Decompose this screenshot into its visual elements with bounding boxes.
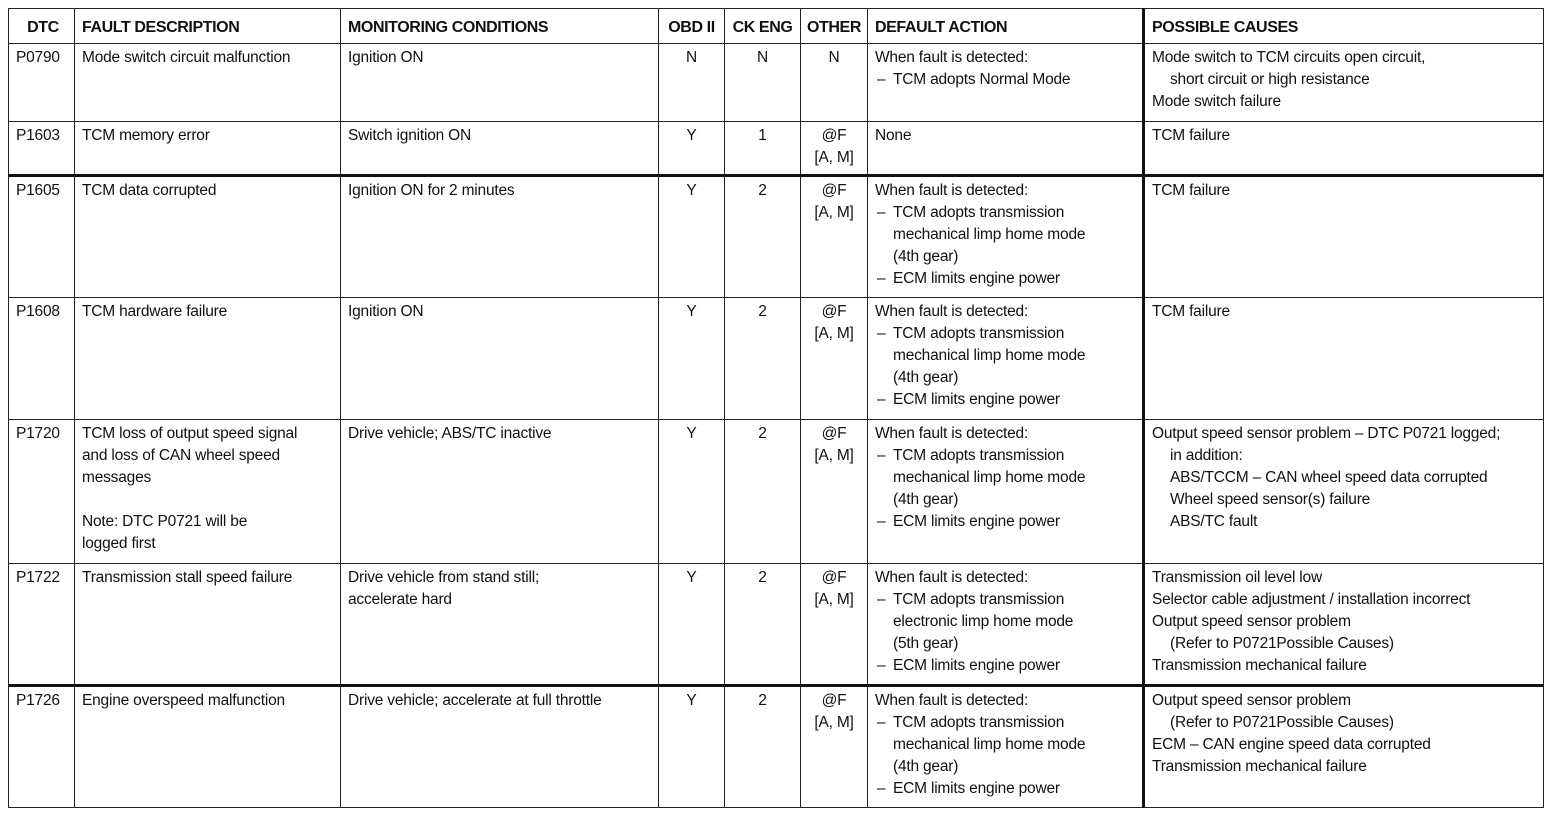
- cell-fault-description: [75, 122, 341, 176]
- cause-line: TCM failure: [1152, 182, 1230, 199]
- action-item-continuation: (5th gear): [893, 635, 959, 652]
- fault-text-line: Engine overspeed malfunction: [82, 692, 285, 709]
- cell-fault-description: [75, 420, 341, 564]
- cause-line: TCM failure: [1152, 127, 1230, 144]
- action-item-text: TCM adopts transmission: [893, 204, 1065, 221]
- obd-value: N: [686, 49, 697, 66]
- cell-check-engine: [725, 298, 801, 420]
- action-item-continuation: (4th gear): [893, 369, 959, 386]
- other-value-line: @F: [821, 182, 847, 199]
- cause-line: in addition:: [1170, 447, 1243, 464]
- monitoring-text-line: Ignition ON: [348, 49, 424, 66]
- header-row: [9, 9, 1544, 44]
- cause-line: Output speed sensor problem: [1152, 613, 1351, 630]
- cell-fault-description: [75, 176, 341, 298]
- other-value-line: @F: [821, 569, 847, 586]
- action-item-continuation: (4th gear): [893, 491, 959, 508]
- dtc-table: [8, 8, 1544, 808]
- cell-check-engine: [725, 564, 801, 686]
- cell-obd-ii: [659, 564, 725, 686]
- dash-marker: –: [877, 780, 886, 797]
- header-check-engine: CK ENG: [725, 9, 801, 44]
- cell-dtc: [9, 122, 75, 176]
- cell-check-engine: [725, 420, 801, 564]
- cell-monitoring-conditions: [341, 564, 659, 686]
- monitoring-text-line: Drive vehicle; ABS/TC inactive: [348, 425, 552, 442]
- fault-text-line: and loss of CAN wheel speed: [82, 447, 280, 464]
- action-item-continuation: electronic limp home mode: [893, 613, 1074, 630]
- obd-value: Y: [686, 182, 697, 199]
- cell-dtc: [9, 176, 75, 298]
- action-heading: When fault is detected:: [875, 303, 1029, 320]
- cell-monitoring-conditions: [341, 420, 659, 564]
- check-engine-value: 2: [758, 425, 767, 442]
- fault-text-line: TCM memory error: [82, 127, 210, 144]
- table-body: [9, 44, 1544, 808]
- cell-fault-description: [75, 686, 341, 808]
- action-item-text: ECM limits engine power: [893, 391, 1060, 408]
- cell-monitoring-conditions: [341, 176, 659, 298]
- monitoring-text-line: Drive vehicle; accelerate at full throttle: [348, 692, 602, 709]
- header-possible-causes: POSSIBLE CAUSES: [1144, 9, 1544, 44]
- cell-default-action: [868, 420, 1144, 564]
- other-value-line: @F: [821, 303, 847, 320]
- action-item-text: ECM limits engine power: [893, 780, 1060, 797]
- cell-default-action: [868, 686, 1144, 808]
- obd-value: Y: [686, 692, 697, 709]
- table-row: [9, 564, 1544, 686]
- action-bullet: [875, 778, 1138, 800]
- header-fault-description: FAULT DESCRIPTION: [75, 9, 341, 44]
- cause-line: Output speed sensor problem: [1152, 692, 1351, 709]
- cause-line: Transmission mechanical failure: [1152, 758, 1367, 775]
- cell-dtc: [9, 420, 75, 564]
- fault-text-line: TCM data corrupted: [82, 182, 217, 199]
- obd-value: Y: [686, 303, 697, 320]
- cell-possible-causes: [1144, 176, 1544, 298]
- action-heading: When fault is detected:: [875, 692, 1029, 709]
- header-obd-ii: OBD II: [659, 9, 725, 44]
- cell-other: [801, 686, 868, 808]
- cell-default-action: [868, 564, 1144, 686]
- other-value-line: [A, M]: [814, 447, 854, 464]
- dash-marker: –: [877, 591, 886, 608]
- other-value-line: [A, M]: [814, 204, 854, 221]
- action-bullet: [875, 511, 1138, 533]
- cause-line: Transmission mechanical failure: [1152, 657, 1367, 674]
- action-heading: When fault is detected:: [875, 425, 1029, 442]
- action-heading: When fault is detected:: [875, 569, 1029, 586]
- cell-dtc: [9, 298, 75, 420]
- cell-other: [801, 176, 868, 298]
- table-row: [9, 298, 1544, 420]
- cell-default-action: [868, 298, 1144, 420]
- action-item-text: TCM adopts transmission: [893, 325, 1065, 342]
- table-row: [9, 44, 1544, 122]
- cause-line: ECM – CAN engine speed data corrupted: [1152, 736, 1431, 753]
- cell-dtc: [9, 564, 75, 686]
- cell-possible-causes: [1144, 686, 1544, 808]
- cause-line: ABS/TC fault: [1170, 513, 1258, 530]
- fault-note-line: Note: DTC P0721 will be: [82, 513, 248, 530]
- monitoring-text-line: accelerate hard: [348, 591, 452, 608]
- action-bullet: [875, 202, 1138, 224]
- cell-monitoring-conditions: [341, 686, 659, 808]
- spacer: [82, 489, 336, 511]
- obd-value: Y: [686, 569, 697, 586]
- cause-line: ABS/TCCM – CAN wheel speed data corrupted: [1170, 469, 1488, 486]
- cell-default-action: [868, 122, 1144, 176]
- action-heading: When fault is detected:: [875, 49, 1029, 66]
- action-item-continuation: (4th gear): [893, 758, 959, 775]
- cause-line: short circuit or high resistance: [1170, 71, 1370, 88]
- table-row: [9, 686, 1544, 808]
- table-row: [9, 420, 1544, 564]
- dash-marker: –: [877, 657, 886, 674]
- action-item-text: ECM limits engine power: [893, 657, 1060, 674]
- dash-marker: –: [877, 714, 886, 731]
- cell-check-engine: [725, 686, 801, 808]
- cell-possible-causes: [1144, 122, 1544, 176]
- action-bullet: [875, 323, 1138, 345]
- cause-line: Selector cable adjustment / installation incorrect: [1152, 591, 1471, 608]
- action-item-text: ECM limits engine power: [893, 270, 1060, 287]
- dtc-code: P1726: [16, 692, 60, 709]
- cause-line: TCM failure: [1152, 303, 1230, 320]
- other-value-line: @F: [821, 425, 847, 442]
- action-item-text: TCM adopts Normal Mode: [893, 71, 1071, 88]
- fault-text-line: TCM hardware failure: [82, 303, 228, 320]
- obd-value: Y: [686, 127, 697, 144]
- cell-fault-description: [75, 564, 341, 686]
- cell-default-action: [868, 176, 1144, 298]
- dtc-code: P1720: [16, 425, 60, 442]
- dtc-code: P1605: [16, 182, 60, 199]
- cell-possible-causes: [1144, 44, 1544, 122]
- check-engine-value: N: [757, 49, 768, 66]
- dash-marker: –: [877, 270, 886, 287]
- table-row: [9, 176, 1544, 298]
- obd-value: Y: [686, 425, 697, 442]
- action-bullet: [875, 389, 1138, 411]
- cell-other: [801, 44, 868, 122]
- fault-text-line: messages: [82, 469, 152, 486]
- cell-possible-causes: [1144, 564, 1544, 686]
- cell-other: [801, 564, 868, 686]
- dash-marker: –: [877, 391, 886, 408]
- cell-fault-description: [75, 298, 341, 420]
- monitoring-text-line: Switch ignition ON: [348, 127, 472, 144]
- header-monitoring-conditions: MONITORING CONDITIONS: [341, 9, 659, 44]
- action-item-continuation: mechanical limp home mode: [893, 347, 1086, 364]
- dtc-code: P1603: [16, 127, 60, 144]
- cell-fault-description: [75, 44, 341, 122]
- other-value-line: @F: [821, 127, 847, 144]
- other-value-line: @F: [821, 692, 847, 709]
- action-bullet: [875, 589, 1138, 611]
- cause-line: Wheel speed sensor(s) failure: [1170, 491, 1371, 508]
- cell-check-engine: [725, 44, 801, 122]
- action-item-continuation: mechanical limp home mode: [893, 469, 1086, 486]
- action-item-text: TCM adopts transmission: [893, 714, 1065, 731]
- other-value-line: [A, M]: [814, 325, 854, 342]
- action-item-text: ECM limits engine power: [893, 513, 1060, 530]
- other-value-line: [A, M]: [814, 591, 854, 608]
- action-bullet: [875, 268, 1138, 290]
- dtc-code: P1608: [16, 303, 60, 320]
- table-row: [9, 122, 1544, 176]
- cell-other: [801, 298, 868, 420]
- action-bullet: [875, 69, 1138, 91]
- cell-obd-ii: [659, 298, 725, 420]
- other-value-line: N: [828, 49, 840, 66]
- cell-obd-ii: [659, 176, 725, 298]
- other-value-line: [A, M]: [814, 149, 854, 166]
- fault-text-line: Transmission stall speed failure: [82, 569, 293, 586]
- cell-obd-ii: [659, 122, 725, 176]
- action-bullet: [875, 712, 1138, 734]
- cell-obd-ii: [659, 44, 725, 122]
- cell-default-action: [868, 44, 1144, 122]
- check-engine-value: 2: [758, 303, 767, 320]
- cause-line: Mode switch failure: [1152, 93, 1281, 110]
- action-heading: When fault is detected:: [875, 182, 1029, 199]
- dtc-code: P1722: [16, 569, 60, 586]
- dash-marker: –: [877, 513, 886, 530]
- action-item-continuation: (4th gear): [893, 248, 959, 265]
- cell-dtc: [9, 44, 75, 122]
- dash-marker: –: [877, 71, 886, 88]
- fault-note-line: logged first: [82, 535, 156, 552]
- cell-other: [801, 122, 868, 176]
- cell-obd-ii: [659, 420, 725, 564]
- monitoring-text-line: Ignition ON for 2 minutes: [348, 182, 515, 199]
- action-heading: None: [875, 127, 912, 144]
- cell-dtc: [9, 686, 75, 808]
- monitoring-text-line: Drive vehicle from stand still;: [348, 569, 540, 586]
- cell-check-engine: [725, 176, 801, 298]
- action-item-continuation: mechanical limp home mode: [893, 226, 1086, 243]
- monitoring-text-line: Ignition ON: [348, 303, 424, 320]
- check-engine-value: 2: [758, 182, 767, 199]
- check-engine-value: 2: [758, 569, 767, 586]
- cause-line: (Refer to P0721Possible Causes): [1170, 714, 1394, 731]
- dash-marker: –: [877, 204, 886, 221]
- cell-monitoring-conditions: [341, 44, 659, 122]
- dash-marker: –: [877, 325, 886, 342]
- dtc-code: P0790: [16, 49, 60, 66]
- cause-line: Mode switch to TCM circuits open circuit,: [1152, 49, 1426, 66]
- header-default-action: DEFAULT ACTION: [868, 9, 1144, 44]
- cause-line: Output speed sensor problem – DTC P0721 logged;: [1152, 425, 1501, 442]
- cell-possible-causes: [1144, 298, 1544, 420]
- action-bullet: [875, 655, 1138, 677]
- check-engine-value: 1: [758, 127, 767, 144]
- fault-text-line: Mode switch circuit malfunction: [82, 49, 291, 66]
- other-value-line: [A, M]: [814, 714, 854, 731]
- cell-monitoring-conditions: [341, 298, 659, 420]
- action-item-text: TCM adopts transmission: [893, 591, 1065, 608]
- cell-possible-causes: [1144, 420, 1544, 564]
- cause-line: (Refer to P0721Possible Causes): [1170, 635, 1394, 652]
- action-bullet: [875, 445, 1138, 467]
- dash-marker: –: [877, 447, 886, 464]
- cell-obd-ii: [659, 686, 725, 808]
- fault-text-line: TCM loss of output speed signal: [82, 425, 298, 442]
- cell-other: [801, 420, 868, 564]
- header-other: OTHER: [801, 9, 868, 44]
- cause-line: Transmission oil level low: [1152, 569, 1322, 586]
- cell-check-engine: [725, 122, 801, 176]
- cell-monitoring-conditions: [341, 122, 659, 176]
- check-engine-value: 2: [758, 692, 767, 709]
- action-item-continuation: mechanical limp home mode: [893, 736, 1086, 753]
- action-item-text: TCM adopts transmission: [893, 447, 1065, 464]
- header-dtc: DTC: [9, 9, 75, 44]
